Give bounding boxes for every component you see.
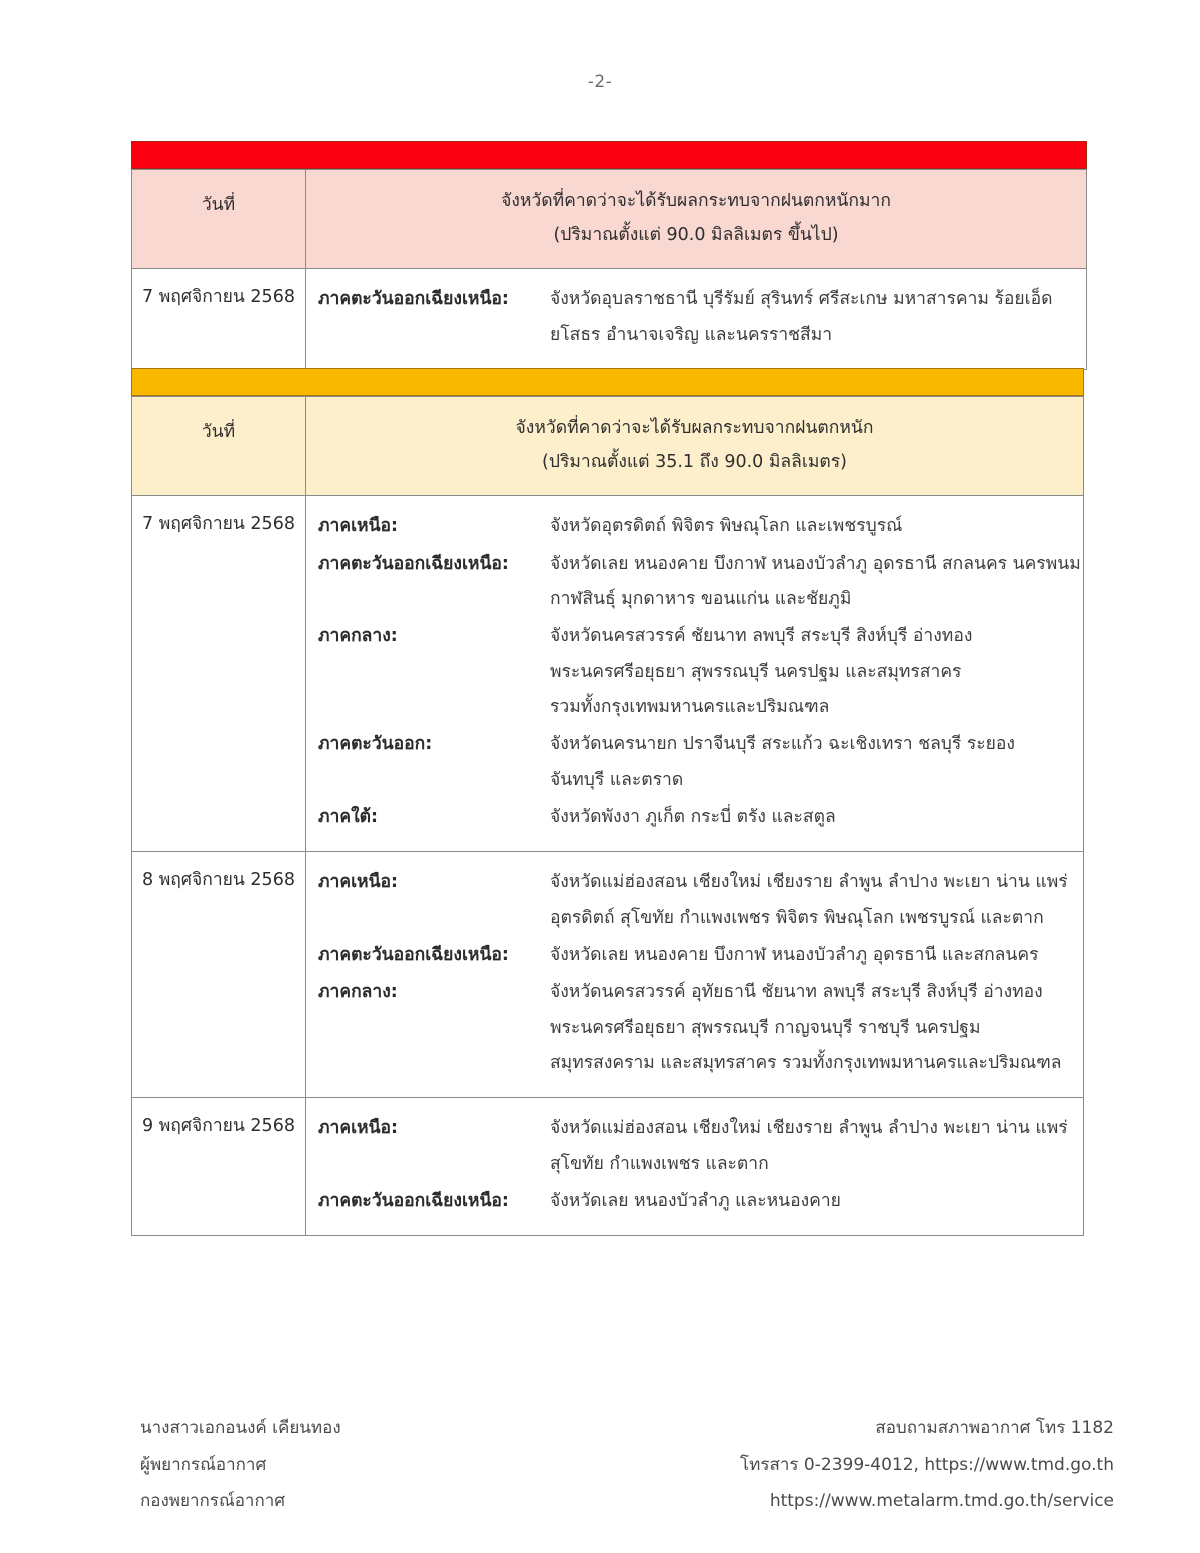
- description-line-2: (ปริมาณตั้งแต่ 35.1 ถึง 90.0 มิลลิเมตร): [542, 452, 847, 473]
- province-line: จังหวัดพังงา ภูเก็ต กระบี่ ตรัง และสตูล: [550, 807, 836, 827]
- region-provinces: [550, 509, 1073, 544]
- province-line: จังหวัดเลย หนองคาย บึงกาฬ หนองบัวลำภู อุดรธานี และสกลนคร: [550, 945, 1039, 966]
- province-line: สมุทรสงคราม และสมุทรสาคร รวมทั้งกรุงเทพมหานครและปริมณฑล: [550, 1053, 1062, 1074]
- province-line: จังหวัดอุตรดิตถ์ พิจิตร พิษณุโลก และเพชรบูรณ์: [550, 516, 903, 537]
- region-label: ภาคตะวันออกเฉียงเหนือ:: [318, 553, 509, 574]
- region-entry: [318, 1184, 1073, 1219]
- region-label: ภาคตะวันออก:: [318, 734, 433, 755]
- region-provinces: [550, 547, 1081, 618]
- row-regions: [306, 1098, 1084, 1236]
- region-provinces: [550, 975, 1073, 1081]
- row-regions: [306, 852, 1084, 1098]
- footer-fax-and-website[interactable]: โทรสาร 0-2399-4012, https://www.tmd.go.th: [740, 1454, 1114, 1475]
- row-regions: [306, 496, 1084, 852]
- column-header-date: วันที่: [132, 170, 306, 269]
- moderate-rain-table: [131, 368, 1084, 1236]
- province-line: จังหวัดนครสวรรค์ ชัยนาท ลพบุรี สระบุรี สิงห์บุรี อ่างทอง: [550, 626, 973, 647]
- description-line-1: จังหวัดที่คาดว่าจะได้รับผลกระทบจากฝนตกหนัก: [515, 418, 874, 438]
- region-entry: [318, 509, 1073, 544]
- moderate-rain-color-bar: [131, 368, 1084, 396]
- table-row: [132, 852, 1084, 1098]
- region-entry: [318, 1111, 1073, 1182]
- province-line: จังหวัดอุบลราชธานี บุรีรัมย์ สุรินทร์ ศรีสะเกษ มหาสารคาม ร้อยเอ็ด: [550, 289, 1053, 310]
- table-row: [132, 496, 1084, 852]
- moderate-rain-body: [132, 496, 1084, 1236]
- table-header-row: [132, 397, 1084, 496]
- region-provinces: [550, 800, 1073, 835]
- region-entry: [318, 938, 1073, 973]
- province-line: รวมทั้งกรุงเทพมหานครและปริมณฑล: [550, 696, 830, 717]
- province-line: ยโสธร อำนาจเจริญ และนครราชสีมา: [550, 324, 833, 345]
- region-provinces: [550, 282, 1076, 353]
- region-provinces: [550, 1184, 1073, 1219]
- region-label: ภาคตะวันออกเฉียงเหนือ:: [318, 289, 509, 310]
- region-entry: [318, 800, 1073, 835]
- moderate-rain-grid: [131, 396, 1084, 1236]
- region-provinces: [550, 938, 1073, 973]
- province-line: สุโขทัย กำแพงเพชร และตาก: [550, 1153, 769, 1174]
- footer-signer-title: ผู้พยากรณ์อากาศ: [140, 1454, 267, 1475]
- region-entry: [318, 547, 1081, 618]
- region-provinces: [550, 1111, 1073, 1182]
- province-line: จังหวัดแม่ฮ่องสอน เชียงใหม่ เชียงราย ลำพูน ลำปาง พะเยา น่าน แพร่: [550, 872, 1068, 893]
- table-row: [132, 269, 1087, 370]
- region-label: ภาคกลาง:: [318, 626, 398, 647]
- row-date: 7 พฤศจิกายน 2568: [132, 269, 306, 370]
- region-entry: [318, 727, 1073, 798]
- footer-signer-name: นางสาวเอกอนงค์ เคียนทอง: [140, 1418, 341, 1438]
- page-number: -2-: [587, 72, 613, 92]
- province-line: จังหวัดแม่ฮ่องสอน เชียงใหม่ เชียงราย ลำพูน ลำปาง พะเยา น่าน แพร่: [550, 1118, 1068, 1139]
- heavy-rain-color-bar: [131, 141, 1087, 169]
- description-line-2: (ปริมาณตั้งแต่ 90.0 มิลลิเมตร ขึ้นไป): [553, 225, 839, 246]
- province-line: จันทบุรี และตราด: [550, 769, 684, 790]
- row-date: 8 พฤศจิกายน 2568: [132, 852, 306, 1098]
- region-provinces: [550, 727, 1073, 798]
- column-header-date: วันที่: [132, 397, 306, 496]
- region-label: ภาคเหนือ:: [318, 1118, 399, 1139]
- region-label: ภาคกลาง:: [318, 982, 398, 1003]
- province-line: พระนครศรีอยุธยา สุพรรณบุรี กาญจนบุรี ราชบุรี นครปฐม: [550, 1017, 981, 1038]
- column-header-description: [306, 397, 1084, 496]
- heavy-rain-body: [132, 269, 1087, 370]
- heavy-rain-table: [131, 141, 1087, 370]
- region-label: ภาคตะวันออกเฉียงเหนือ:: [318, 1191, 509, 1212]
- province-line: พระนครศรีอยุธยา สุพรรณบุรี นครปฐม และสมุทรสาคร: [550, 661, 962, 682]
- footer-contact-block: [740, 1410, 1114, 1520]
- region-label: ภาคเหนือ:: [318, 872, 399, 893]
- province-line: จังหวัดนครนายก ปราจีนบุรี สระแก้ว ฉะเชิงเทรา ชลบุรี ระยอง: [550, 734, 1015, 755]
- province-line: จังหวัดเลย หนองบัวลำภู และหนองคาย: [550, 1191, 841, 1212]
- description-line-1: จังหวัดที่คาดว่าจะได้รับผลกระทบจากฝนตกหนักมาก: [501, 191, 891, 211]
- region-entry: [318, 619, 1073, 725]
- region-entry: [318, 865, 1073, 936]
- row-date: 9 พฤศจิกายน 2568: [132, 1098, 306, 1236]
- row-regions: [306, 269, 1087, 370]
- document-footer: [0, 1410, 1200, 1530]
- footer-service-url[interactable]: https://www.metalarm.tmd.go.th/service: [769, 1491, 1114, 1512]
- footer-signature-block: [140, 1410, 341, 1520]
- footer-phone: สอบถามสภาพอากาศ โทร 1182: [875, 1418, 1114, 1438]
- province-line: จังหวัดนครสวรรค์ อุทัยธานี ชัยนาท ลพบุรี สระบุรี สิงห์บุรี อ่างทอง: [550, 982, 1043, 1003]
- region-entry: [318, 282, 1076, 353]
- footer-signer-division: กองพยากรณ์อากาศ: [140, 1491, 286, 1512]
- region-label: ภาคตะวันออกเฉียงเหนือ:: [318, 945, 509, 966]
- province-line: จังหวัดเลย หนองคาย บึงกาฬ หนองบัวลำภู อุดรธานี สกลนคร นครพนม: [550, 553, 1081, 574]
- row-date: 7 พฤศจิกายน 2568: [132, 496, 306, 852]
- province-line: กาฬสินธุ์ มุกดาหาร ขอนแก่น และชัยภูมิ: [550, 588, 852, 609]
- province-line: อุตรดิตถ์ สุโขทัย กำแพงเพชร พิจิตร พิษณุโลก เพชรบูรณ์ และตาก: [550, 907, 1044, 928]
- region-provinces: [550, 619, 1073, 725]
- region-label: ภาคใต้:: [318, 807, 378, 827]
- region-provinces: [550, 865, 1073, 936]
- region-label: ภาคเหนือ:: [318, 516, 399, 537]
- column-header-description: [306, 170, 1087, 269]
- table-row: [132, 1098, 1084, 1236]
- region-entry: [318, 975, 1073, 1081]
- heavy-rain-grid: [131, 169, 1087, 370]
- table-header-row: [132, 170, 1087, 269]
